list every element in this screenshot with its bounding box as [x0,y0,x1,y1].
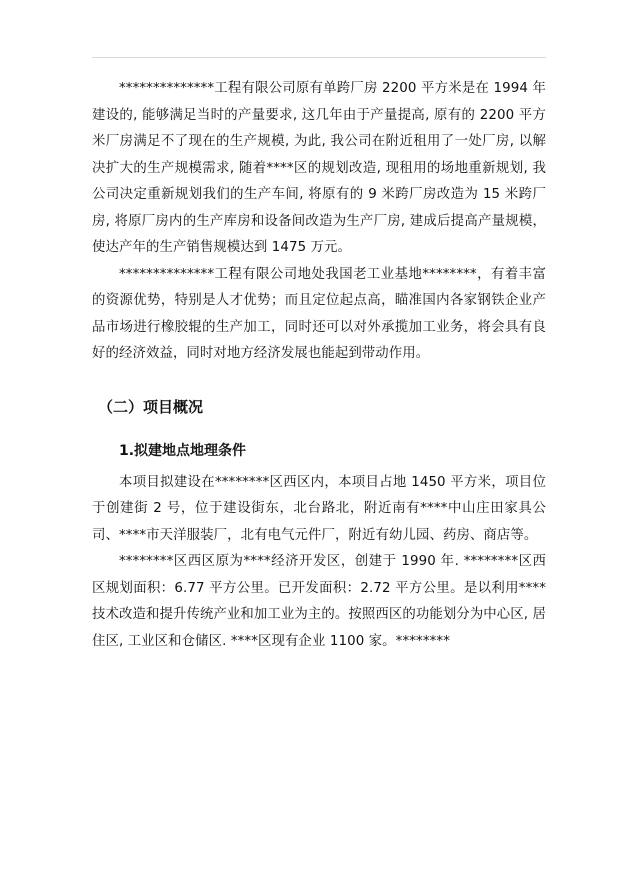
paragraph-location-2: ********区西区原为****经济开发区，创建于 1990 年. ********区西区规划面积：6.77 平方公里。已开发面积：2.72 平方公里。是以利用****技术改造和提升传统产业和加工业为主的。按照西区的功能划分为中心区, 居住区, 工业区和仓储区. ****区现有企业 1100 家。******** [92,554,546,649]
sub-heading: 1.拟建地点地理条件 [119,442,247,459]
section-heading: （二）项目概况 [98,397,204,416]
paragraph-intro-1: **************工程有限公司原有单跨厂房 2200 平方米是在 1994 年建设的, 能够满足当时的产量要求, 这几年由于产量提高, 原有的 2200 平方米厂房满足不了现在的生产规模, 为此, 我公司在附近租用了一处厂房, 以解决扩大的生产规模需求, 随着****区的规划改造, 现租用的场地重新规划, 我公司决定重新规划我们的生产车间, 将原有的 9 米跨厂房改造为 15 米跨厂房, 将原厂房内的生产库房和设备间改造为生产厂房, 建成后提高产量规模，使达产年的生产销售规模达到 1475 万元。 [92,81,546,255]
document-body [92,76,546,655]
paragraph-intro-2: **************工程有限公司地处我国老工业基地********，有着丰富的资源优势，特别是人才优势；而且定位起点高，瞄准国内各家钢铁企业产品市场进行橡胶辊的生产加工，同时还可以对外承揽加工业务，将会具有良好的经济效益，同时对地方经济发展也能起到带动作用。 [92,266,546,361]
paragraph-location-1: 本项目拟建设在********区西区内，本项目占地 1450 平方米，项目位于创建街 2 号，位于建设街东，北台路北，附近南有****中山庄田家具公司、****市天洋服装厂，北有电气元件厂，附近有幼儿园、药房、商店等。 [92,474,546,543]
page-header-rule [92,57,546,58]
